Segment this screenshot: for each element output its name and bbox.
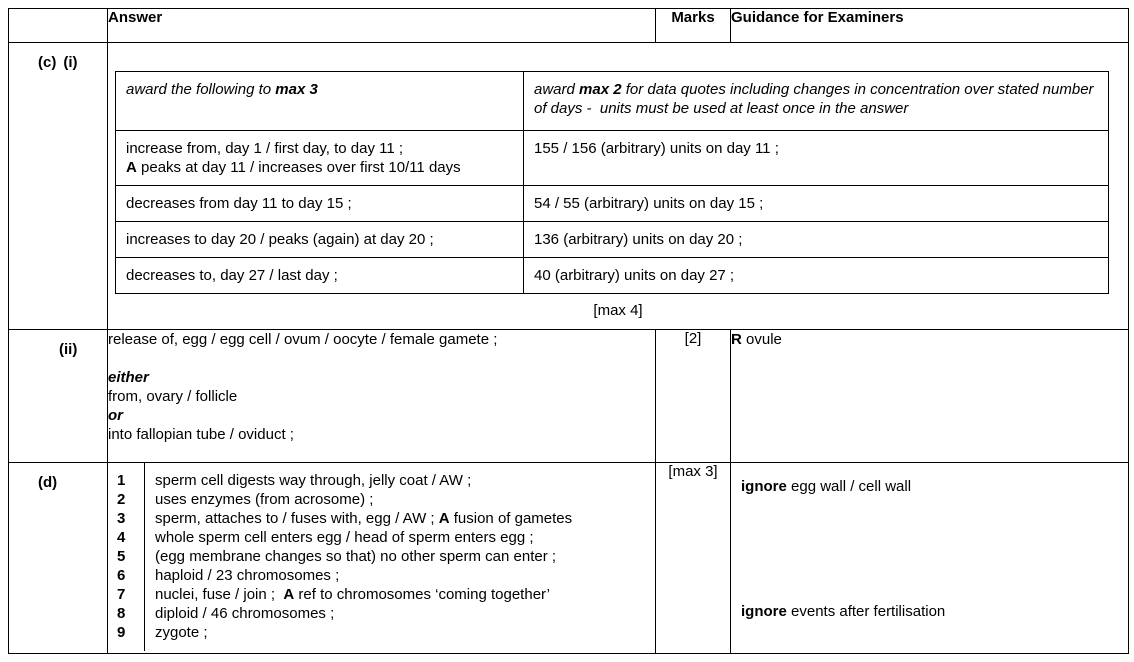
row-c-i (9, 43, 1129, 330)
question-cell-d (9, 463, 108, 654)
subtable-header-right: award max 2 for data quotes including changes in concentration over stated number of days - units must be used at least once in the answer (524, 72, 1109, 131)
guidance-note-ignore-after-fertilisation: ignore events after fertilisation (741, 603, 946, 620)
marks-cell-d: [max 3] (656, 463, 731, 654)
data-quote-text: 40 (arbitrary) units on day 27 ; (524, 258, 1109, 294)
question-part-label: (c) (38, 54, 57, 71)
marking-point-number: 7 (117, 586, 126, 603)
answer-cell-c-ii: release of, egg / egg cell / ovum / oocyte / female gamete ; either from, ovary / follicle or into fallopian tube / oviduct ; (108, 330, 656, 463)
answer-cell-d (108, 463, 656, 654)
table-header-row (9, 9, 1129, 43)
data-quote-text: 54 / 55 (arbitrary) units on day 15 ; (524, 186, 1109, 222)
marking-point-number: 4 (117, 529, 126, 546)
row-c-ii (9, 330, 1129, 463)
marking-point-text: zygote ; (155, 624, 208, 641)
marking-point-text: increase from, day 1 / first day, to day 11 ; A peaks at day 11 / increases over first 10/11 days (116, 131, 524, 186)
question-label-c-ii (9, 330, 107, 358)
guidance-cell-d (731, 463, 1129, 654)
marking-point-text: sperm, attaches to / fuses with, egg / AW ; A fusion of gametes (155, 510, 573, 527)
marking-point-text: uses enzymes (from acrosome) ; (155, 491, 374, 508)
marking-point-text: sperm cell digests way through, jelly coat / AW ; (155, 472, 472, 489)
subtable-header-left: award the following to max 3 (116, 72, 524, 131)
marking-point-number: 2 (117, 491, 126, 508)
marks-cell-c-ii: [2] (656, 330, 731, 463)
marking-point-text: nuclei, fuse / join ; A ref to chromosomes ‘coming together’ (155, 586, 550, 603)
subtable-header-row (116, 72, 1109, 131)
mark-scheme-table (8, 8, 1129, 654)
data-quote-text: 155 / 156 (arbitrary) units on day 11 ; (524, 131, 1109, 186)
header-marks: Marks (656, 9, 731, 43)
row-d (9, 463, 1129, 654)
question-subpart-label: (i) (63, 54, 78, 71)
subtable-row (116, 186, 1109, 222)
header-answer: Answer (108, 9, 656, 43)
marking-point-numbers (108, 463, 144, 651)
marking-point-number: 5 (117, 548, 126, 565)
question-label-d (9, 463, 107, 491)
marking-point-text: decreases from day 11 to day 15 ; (116, 186, 524, 222)
guidance-cell-c-ii: R ovule (731, 330, 1129, 463)
marking-points-list (108, 463, 655, 651)
marking-point-text: decreases to, day 27 / last day ; (116, 258, 524, 294)
guidance-note-ignore-egg-wall: ignore egg wall / cell wall (741, 478, 912, 495)
subtable-row (116, 131, 1109, 186)
data-quote-subtable (115, 71, 1109, 294)
question-part-label: (d) (38, 474, 58, 491)
marking-point-number: 8 (117, 605, 126, 622)
guidance-notes-d (731, 463, 1128, 651)
marking-point-number: 1 (117, 472, 126, 489)
question-cell-c-ii (9, 330, 108, 463)
question-subpart-label: (ii) (59, 341, 78, 358)
marking-point-number: 3 (117, 510, 126, 527)
marking-point-text: haploid / 23 chromosomes ; (155, 567, 340, 584)
marking-point-text: whole sperm cell enters egg / head of sperm enters egg ; (155, 529, 534, 546)
marking-point-texts (144, 463, 655, 651)
data-quote-text: 136 (arbitrary) units on day 20 ; (524, 222, 1109, 258)
subtable-row (116, 258, 1109, 294)
question-label-c-i (9, 43, 107, 71)
marking-point-number: 9 (117, 624, 126, 641)
marking-point-number: 6 (117, 567, 126, 584)
subtable-row (116, 222, 1109, 258)
question-cell-c-i (9, 43, 108, 330)
header-guidance: Guidance for Examiners (731, 9, 1129, 43)
header-question-cell (9, 9, 108, 43)
max-marks-note-c-i: [max 4] (593, 302, 643, 319)
marking-point-text: increases to day 20 / peaks (again) at day 20 ; (116, 222, 524, 258)
answer-cell-c-i (108, 43, 1129, 330)
marking-point-text: (egg membrane changes so that) no other sperm can enter ; (155, 548, 557, 565)
marking-point-text: diploid / 46 chromosomes ; (155, 605, 335, 622)
